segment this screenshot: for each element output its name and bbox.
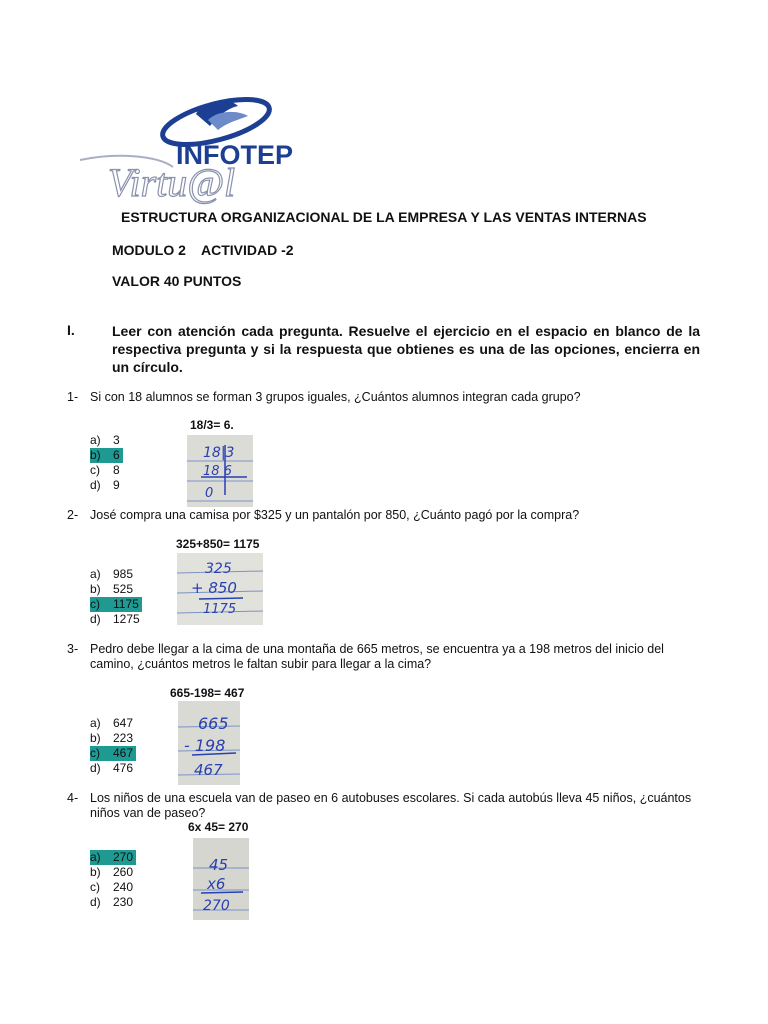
question-number: 1- (67, 390, 79, 404)
handwriting-line: x6 (207, 875, 226, 893)
question-formula: 325+850= 1175 (176, 537, 260, 551)
options-list (90, 567, 143, 627)
handwriting-line: 665 (198, 714, 229, 733)
logo-script-text: Virtu@l (108, 160, 236, 205)
section-number: I. (67, 322, 75, 338)
handwriting-line: + 850 (191, 579, 237, 597)
handwriting-line: - 198 (184, 736, 226, 755)
handwriting-line: 325 (205, 561, 232, 577)
module-label: MODULO 2 (112, 242, 186, 258)
option-b-selected[interactable]: b) 6 (90, 448, 123, 463)
handwritten-work-photo (187, 435, 253, 507)
option-d[interactable]: d) 476 (90, 761, 134, 775)
handwriting-line: 18 6 (203, 464, 232, 479)
question-text: Pedro debe llegar a la cima de una montaña de 665 metros, se encuentra ya a 198 metros del inicio del camino, ¿cuántos metros le faltan subir para llegar a la cima? (90, 642, 664, 671)
question-number: 2- (67, 508, 79, 522)
question-number: 3- (67, 642, 79, 656)
handwriting-line: 18|3 (203, 445, 235, 461)
option-c[interactable]: c) 8 (90, 463, 120, 477)
handwriting-line: 0 (205, 486, 214, 501)
question-number: 4- (67, 791, 79, 805)
handwriting-line: 270 (203, 898, 230, 914)
option-a-selected[interactable]: a) 270 (90, 850, 136, 865)
option-b[interactable]: b) 223 (90, 731, 134, 745)
question-formula: 6x 45= 270 (188, 820, 249, 834)
options-list (90, 850, 136, 910)
value-label: VALOR 40 PUNTOS (112, 273, 242, 289)
handwritten-work-photo (193, 838, 249, 920)
option-d[interactable]: d) 9 (90, 478, 120, 492)
handwriting-line: 467 (194, 761, 223, 779)
option-a[interactable]: a) 985 (90, 567, 134, 581)
option-c-selected[interactable]: c) 1175 (90, 597, 143, 612)
question-formula: 665-198= 467 (170, 686, 245, 700)
handwritten-work-photo (177, 553, 263, 625)
question-text: Los niños de una escuela van de paseo en 6 autobuses escolares. Si cada autobús lleva 45 niños, ¿cuántos niños van de paseo? (90, 791, 692, 820)
handwriting-line: 45 (209, 856, 229, 874)
logo-graphic (78, 92, 293, 207)
question-text: Si con 18 alumnos se forman 3 grupos iguales, ¿Cuántos alumnos integran cada grupo? (90, 390, 581, 404)
option-a[interactable]: a) 647 (90, 716, 134, 730)
options-list (90, 716, 136, 776)
infotep-virtual-logo (78, 92, 293, 207)
question-text: José compra una camisa por $325 y un pantalón por 850, ¿Cuánto pagó por la compra? (90, 508, 580, 522)
option-a[interactable]: a) 3 (90, 433, 120, 447)
option-b[interactable]: b) 525 (90, 582, 134, 596)
option-d[interactable]: d) 1275 (90, 612, 140, 626)
option-b[interactable]: b) 260 (90, 865, 134, 879)
document-title: ESTRUCTURA ORGANIZACIONAL DE LA EMPRESA Y LAS VENTAS INTERNAS (121, 209, 647, 225)
handwriting-line: 1175 (203, 602, 237, 617)
handwritten-work-photo (178, 701, 240, 785)
activity-label: ACTIVIDAD -2 (201, 242, 294, 258)
option-c[interactable]: c) 240 (90, 880, 134, 894)
instructions-text: Leer con atención cada pregunta. Resuelve el ejercicio en el espacio en blanco de la respectiva pregunta y si la respuesta que obtienes es una de las opciones, encierra en un círculo. (112, 323, 700, 375)
logo-brand-text: INFOTEP (176, 140, 293, 170)
option-d[interactable]: d) 230 (90, 895, 134, 909)
question-formula: 18/3= 6. (190, 418, 234, 432)
option-c-selected[interactable]: c) 467 (90, 746, 136, 761)
options-list (90, 433, 123, 493)
